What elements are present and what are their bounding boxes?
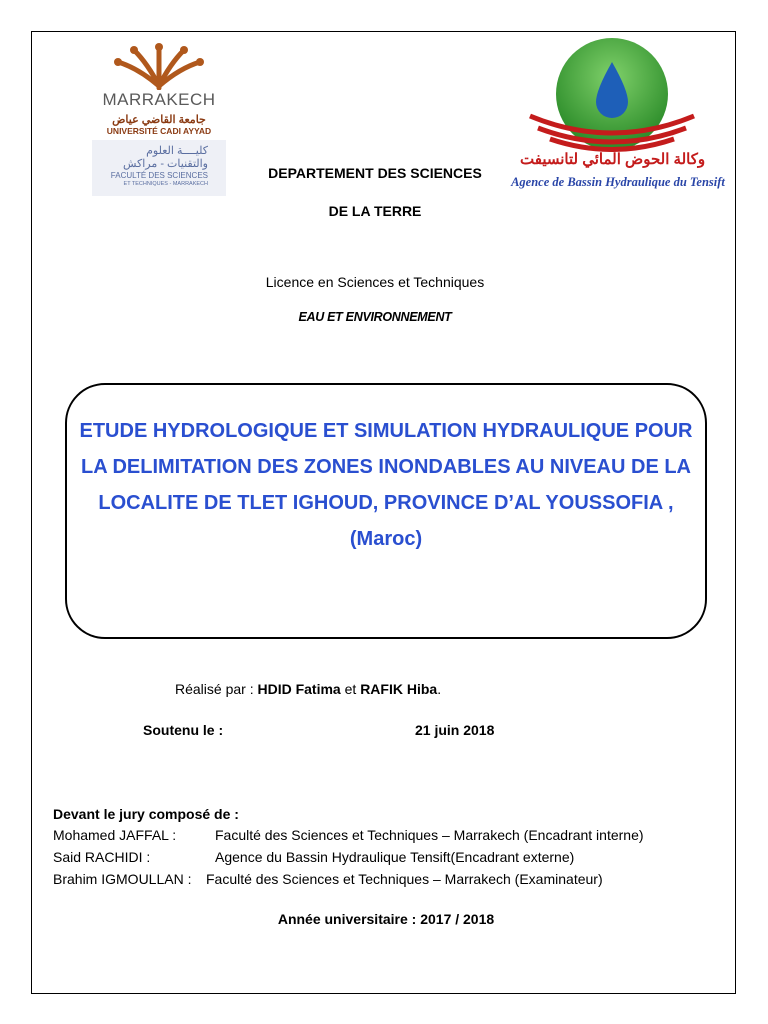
department-line-2: DE LA TERRE [328, 203, 422, 219]
jury-member-name: Mohamed JAFFAL : [53, 827, 177, 843]
jury-member-name: Brahim IGMOULLAN : [53, 871, 192, 887]
department-line-1: DEPARTEMENT DES SCIENCES [268, 165, 482, 181]
authors-connector: et [340, 681, 361, 697]
faculty-french-subname: ET TECHNIQUES - MARRAKECH [123, 181, 208, 187]
faculty-french-name: FACULTÉ DES SCIENCES [110, 171, 208, 180]
university-name: UNIVERSITÉ CADI AYYAD [106, 126, 212, 136]
thesis-title: ETUDE HYDROLOGIQUE ET SIMULATION HYDRAULIQUE POUR LA DELIMITATION DES ZONES INONDABLES AU NIVEAU DE LA LOCALITE DE TLET IGHOUD, PROVINCE D’AL YOUSSOFIA ,(Maroc) [79, 420, 693, 550]
licence-program: Licence en Sciences et Techniques [265, 274, 485, 290]
faculty-arabic-line2: والتقنيات - مراكش [122, 158, 208, 170]
agency-french-name: Agence de Bassin Hydraulique du Tensift [511, 175, 725, 189]
palm-tree-icon [112, 42, 206, 90]
authors-label: Réalisé par : [175, 681, 258, 697]
jury-member-role: Faculté des Sciences et Techniques – Marrakech (Encadrant interne) [215, 827, 644, 843]
author-2: RAFIK Hiba [360, 681, 438, 697]
university-arabic-name: جامعة القاضي عياض [112, 114, 206, 126]
defense-label: Soutenu le : [143, 722, 224, 738]
academic-year: Année universitaire : 2017 / 2018 [277, 911, 495, 927]
authors-line [175, 681, 441, 697]
authors-end: . [437, 681, 442, 697]
faculty-label-box [92, 140, 226, 196]
university-city: MARRAKECH [102, 90, 216, 109]
agency-logo [500, 32, 736, 197]
author-1: HDID Fatima [257, 681, 341, 697]
specialty: EAU ET ENVIRONNEMENT [298, 310, 452, 324]
title-box [65, 383, 707, 639]
water-drop-logo-icon [500, 32, 736, 152]
defense-date: 21 juin 2018 [415, 722, 495, 738]
jury-member-role: Agence du Bassin Hydraulique Tensift(Encadrant externe) [215, 849, 575, 865]
university-logo [90, 42, 228, 197]
agency-arabic-name: وكالة الحوض المائي لتانسيفت [520, 151, 706, 168]
jury-member-role: Faculté des Sciences et Techniques – Marrakech (Examinateur) [206, 871, 603, 887]
faculty-arabic-line1: كليــــة العلوم [146, 145, 208, 157]
jury-heading: Devant le jury composé de : [53, 806, 239, 822]
jury-member-name: Said RACHIDI : [53, 849, 151, 865]
